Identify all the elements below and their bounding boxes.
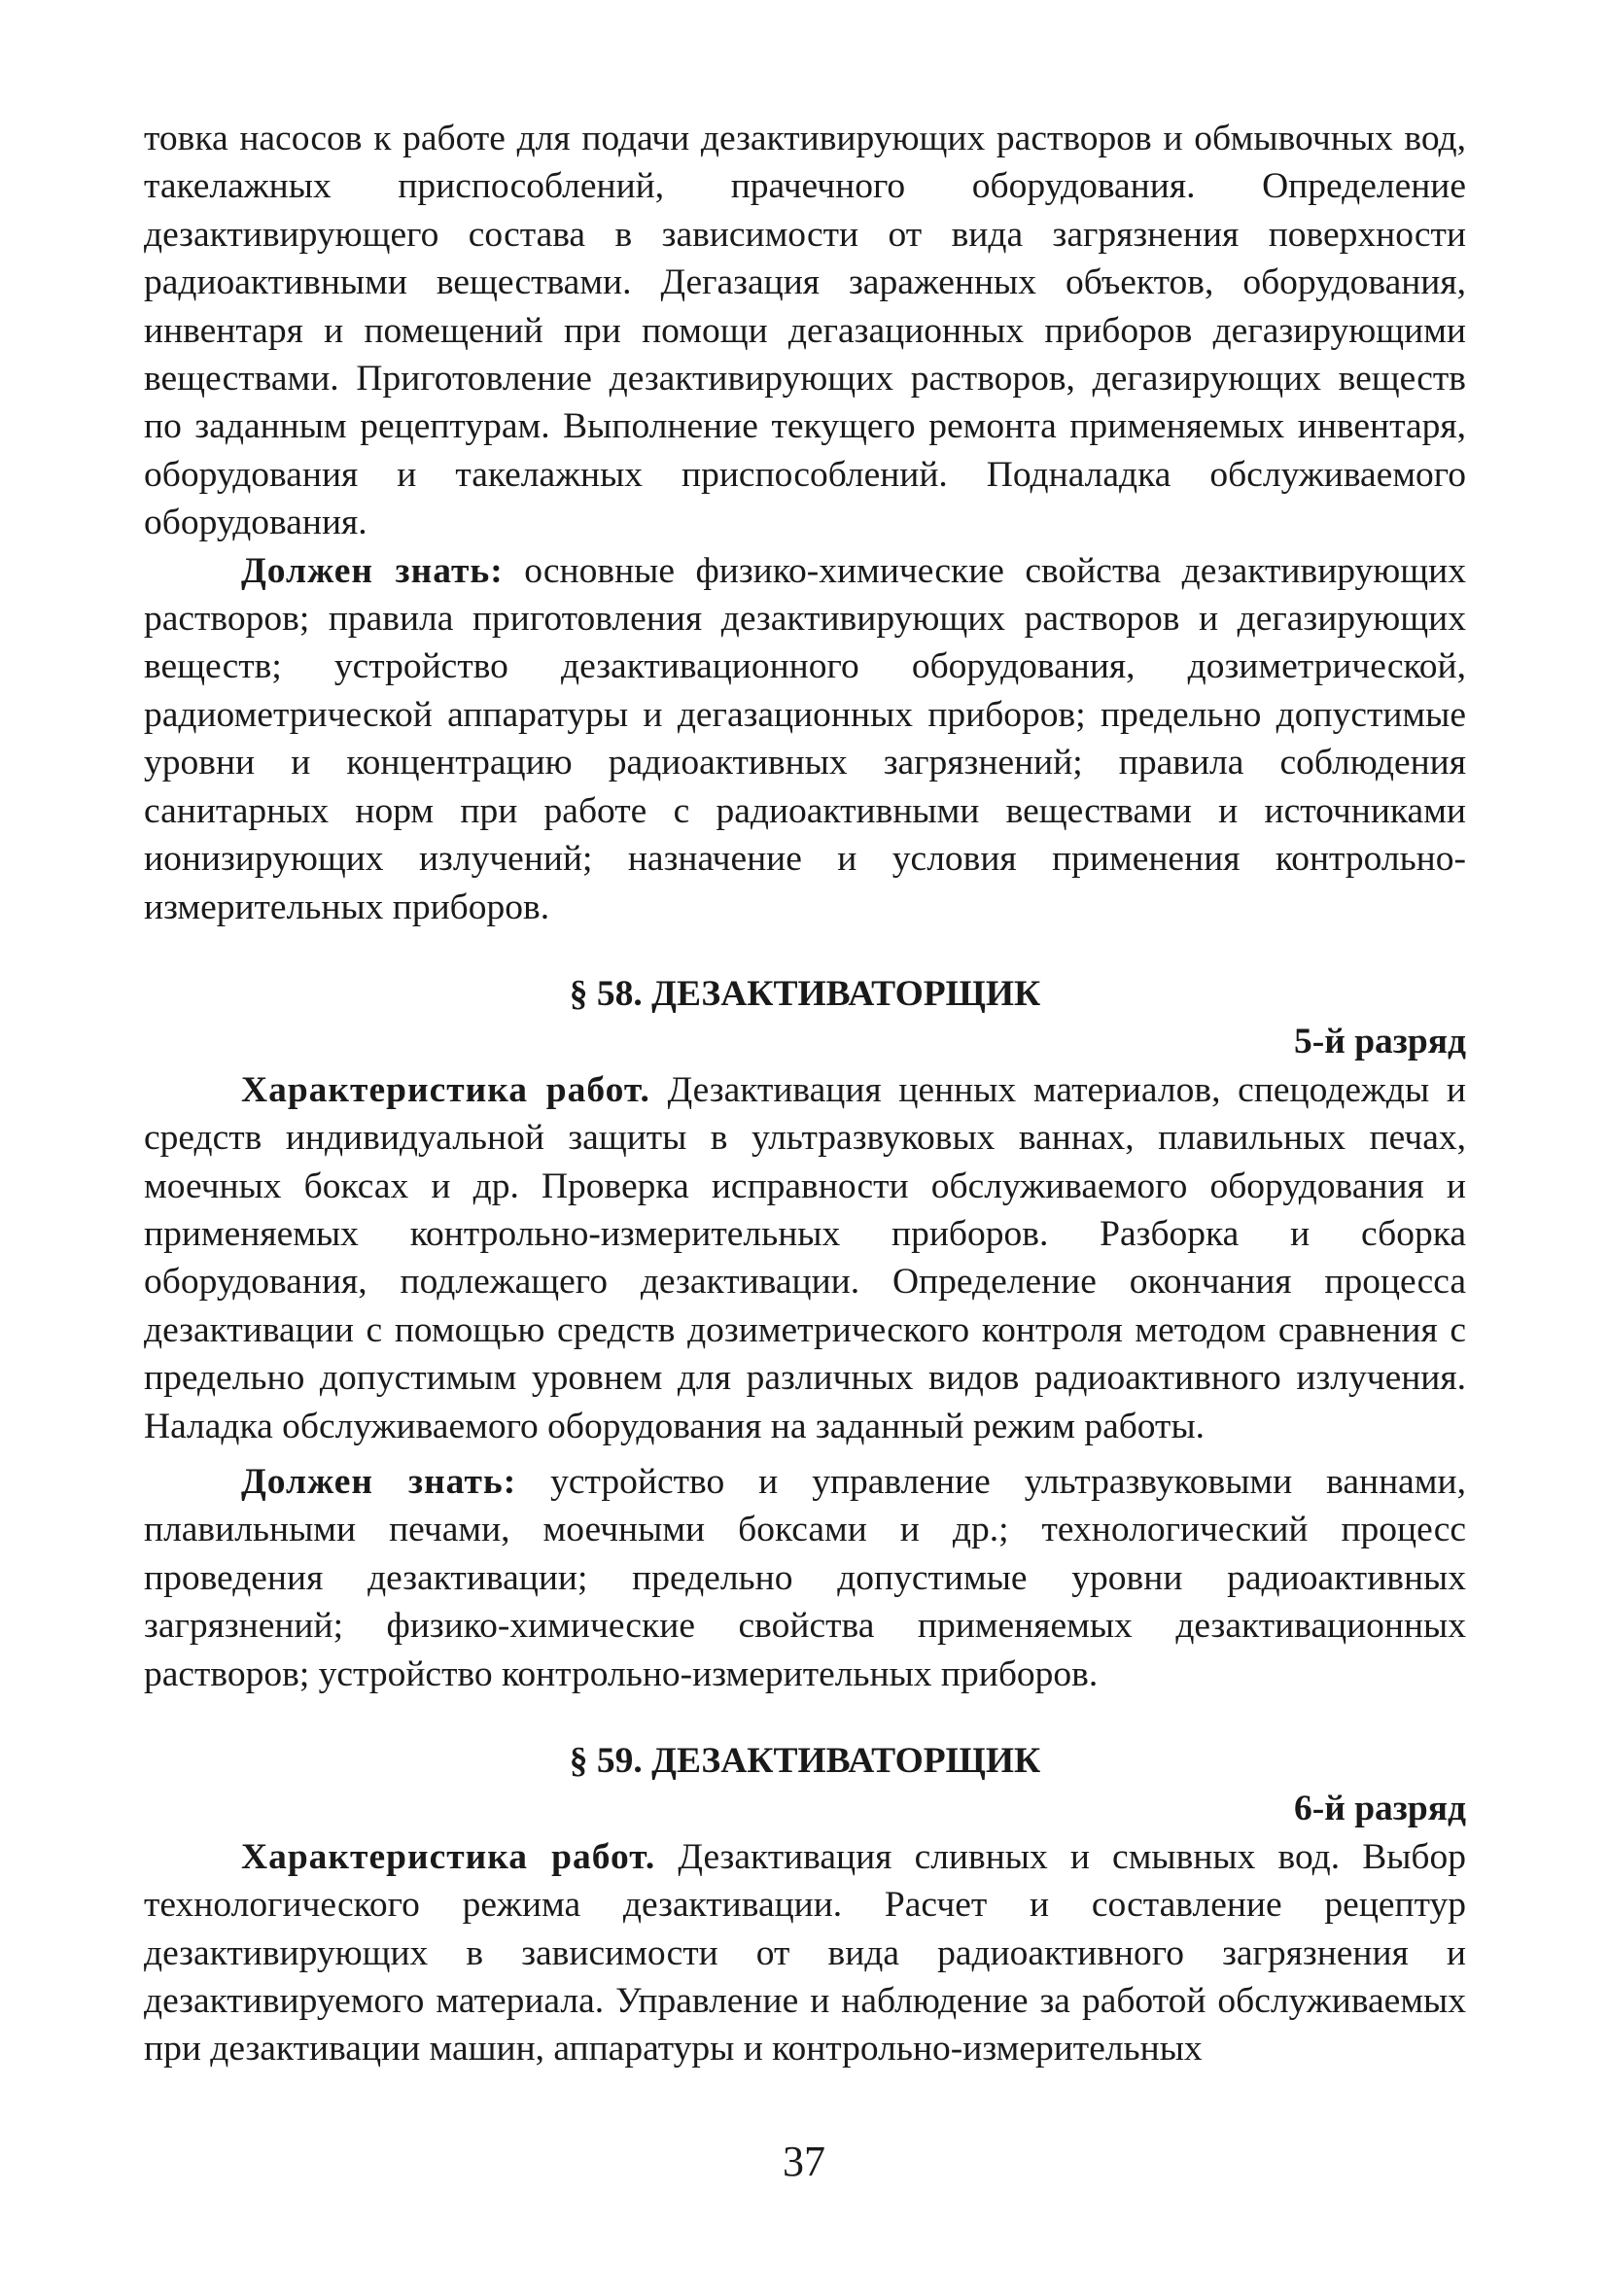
intro-paragraph: товка насосов к работе для подачи дезактивирующих растворов и обмывочных вод, такелажных приспособлений, прачечного оборудования. Определение дезактивирующего состава в зависимости от вида загрязнения поверхности радиоактивными веществами. Дегазация зараженных объектов, оборудования, инвентаря и помещений при помощи дегазационных приборов дегазирующими веществами. Приготовление дезактивирующих растворов, дегазирующих веществ по заданным рецептурам. Выполнение текущего ремонта применяемых инвентаря, оборудования и такелажных приспособлений. Подналадка обслуживаемого оборудования. [144,119,1466,543]
page-number: 37 [783,2138,825,2185]
section-58-characteristics [144,1066,1466,1450]
prev-knowledge-lead: Должен знать: [241,550,504,591]
prev-knowledge-paragraph [144,547,1466,931]
spacer [144,1450,1466,1458]
spacer [144,931,1466,970]
section-59-title: § 59. ДЕЗАКТИВАТОРЩИК [569,1741,1041,1781]
section-58-title: § 58. ДЕЗАКТИВАТОРЩИК [569,973,1041,1014]
section-58-knowledge [144,1458,1466,1698]
section-58-knowledge-text: устройство и управление ультразвуковыми ваннами, плавильными печами, моечными боксами и др.; технологический процесс проведения дезактивации; предельно допустимые уровни радиоактивных загрязнений; физико-химические свойства применяемых дезактивационных растворов; устройство контрольно-измерительных приборов. [144,1461,1466,1694]
section-59-characteristics-text: Дезактивация сливных и смывных вод. Выбор технологического режима дезактивации. Расчет и составление рецептур дезактивирующих в зависимости от вида радиоактивного загрязнения и дезактивируемого материала. Управление и наблюдение за работой обслуживаемых при дезактивации машин, аппаратуры и контрольно-измерительных [144,1836,1466,2070]
section-59-grade: 6-й разряд [1293,1789,1466,1829]
section-59-characteristics [144,1833,1466,2073]
section-58-characteristics-lead: Характеристика работ. [241,1069,650,1110]
page-body [144,115,1466,2073]
section-58-grade: 5-й разряд [1293,1022,1466,1062]
section-58-knowledge-lead: Должен знать: [241,1461,517,1502]
section-59-characteristics-lead: Характеристика работ. [241,1836,656,1877]
section-58-characteristics-text: Дезактивация ценных материалов, спецодежды и средств индивидуальной защиты в ультразвуковых ваннах, плавильных печах, моечных боксах и др. Проверка исправности обслуживаемого оборудования и применяемых контрольно-измерительных приборов. Разборка и сборка оборудования, подлежащего дезактивации. Определение окончания процесса дезактивации с помощью средств дозиметрического контроля методом сравнения с предельно допустимым уровнем для различных видов радиоактивного излучения. Наладка обслуживаемого оборудования на заданный режим работы. [144,1069,1467,1446]
prev-knowledge-text: основные физико-химические свойства дезактивирующих растворов; правила приготовления дезактивирующих растворов и дегазирующих веществ; устройство дезактивационного оборудования, дозиметрической, радиометрической аппаратуры и дегазационных приборов; предельно допустимые уровни и концентрацию радиоактивных загрязнений; правила соблюдения санитарных норм при работе с радиоактивными веществами и источниками ионизирующих излучений; назначение и условия применения контрольно-измерительных приборов. [144,550,1466,927]
spacer [144,1698,1466,1737]
